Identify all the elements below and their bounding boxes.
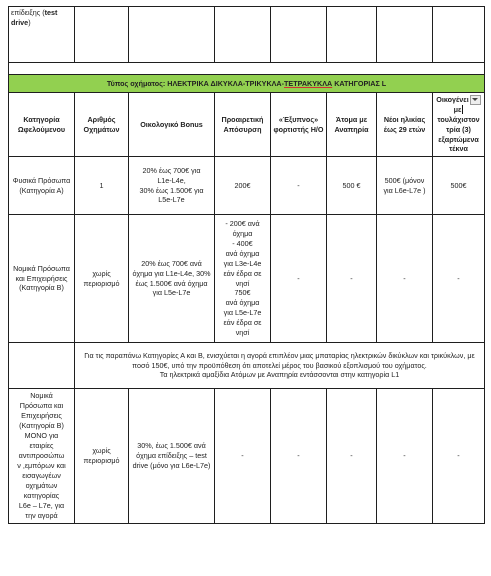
- cell-beneficiary: Νομικά Πρόσωπα και Επιχειρήσεις (Κατηγορία Β) ΜΟΝΟ για εταιρίες αντιπροσώπω ν ,εμπόρων και εισαγωγέων οχημάτων κατηγορίας L6e – L7e, για την αγορά: [9, 389, 75, 524]
- cell-scrappage: -: [215, 389, 271, 524]
- cell-smart-charger: -: [271, 215, 327, 343]
- cell-disabled: -: [327, 389, 377, 524]
- header-smart-charger: «Έξυπνος» φορτιστής Η/Ο: [271, 93, 327, 157]
- vehicle-type-band: [9, 75, 485, 93]
- cell-empty: [75, 7, 129, 63]
- cell-vehicle-count: 1: [75, 157, 129, 215]
- wheelchair-note: Τα ηλεκτρικά αμαξίδια Ατόμων με Αναπηρία εντάσσονται στην κατηγορία L1: [159, 370, 400, 380]
- table-row: [9, 157, 485, 215]
- header-vehicle-count: Αριθμός Οχημάτων: [75, 93, 129, 157]
- cell-beneficiary: Φυσικά Πρόσωπα (Κατηγορία Α): [9, 157, 75, 215]
- cell-empty: [129, 7, 215, 63]
- header-beneficiary: Κατηγορία Ωφελούμενου: [9, 93, 75, 157]
- cell-disabled: 500 €: [327, 157, 377, 215]
- header-disabled: Άτομα με Αναπηρία: [327, 93, 377, 157]
- spacer-cell: [9, 63, 485, 75]
- cell-smart-charger: -: [271, 389, 327, 524]
- text-cursor-icon: [462, 105, 463, 114]
- table-header-row: [9, 93, 485, 157]
- cell-bonus: 30%, έως 1.500€ ανά όχημα επίδειξης – test drive (μόνο για L6e-L7e): [129, 389, 215, 524]
- cell-empty: [271, 7, 327, 63]
- cell-bonus: 20% έως 700€ για L1e-L4e, 30% έως 1.500€ για L5e-L7e: [129, 157, 215, 215]
- battery-note: Για τις παραπάνω Κατηγορίες Α και Β, ενισχύεται η αγορά επιπλέον μιας μπαταρίας ηλεκτρικών δικύκλων και τρικύκλων, με ποσό 150€, υπό την προϋπόθεση ότι αποτελεί μέρος του βασικού εξοπλισμού του οχήματος.: [84, 350, 475, 370]
- cell-vehicle-count: χωρίς περιορισμό: [75, 215, 129, 343]
- note-cell: [75, 343, 485, 389]
- header-scrappage: Προαιρετική Απόσυρση: [215, 93, 271, 157]
- cell-bonus: 20% έως 700€ ανά όχημα για L1e-L4e, 30% έως 1.500€ ανά όχημα για L5e-L7e: [129, 215, 215, 343]
- cell-beneficiary: Νομικά Πρόσωπα και Επιχειρήσεις (Κατηγορία Β): [9, 215, 75, 343]
- filter-dropdown-icon[interactable]: [470, 95, 481, 105]
- cell-disabled: -: [327, 215, 377, 343]
- cell-families: 500€: [433, 157, 485, 215]
- cell-young: -: [377, 215, 433, 343]
- cell-empty: [215, 7, 271, 63]
- cell-families: -: [433, 389, 485, 524]
- table-row: [9, 215, 485, 343]
- header-families: Οικογένει με τουλάχιστον τρία (3) εξαρτώμενα τέκνα: [433, 93, 485, 157]
- cell-smart-charger: -: [271, 157, 327, 215]
- cell-empty: [433, 7, 485, 63]
- subsidy-table: [8, 6, 485, 524]
- cell-scrappage: 200€: [215, 157, 271, 215]
- cell-empty: [327, 7, 377, 63]
- cell-empty: [377, 7, 433, 63]
- cell-young: 500€ (μόνον για L6e-L7e ): [377, 157, 433, 215]
- table-row-top: [9, 7, 485, 63]
- table-row-spacer: [9, 63, 485, 75]
- cell-families: -: [433, 215, 485, 343]
- note-row: [9, 343, 485, 389]
- table-row: [9, 389, 485, 524]
- cell-empty: [9, 343, 75, 389]
- vehicle-type-title: Τύπος οχήματος: ΗΛΕΚΤΡΙΚΑ ΔΙΚΥΚΛΑ-ΤΡΙΚΥΚΛΑ-ΤΕΤΡΑΚΥΚΛΑ ΚΑΤΗΓΟΡΙΑΣ L: [9, 75, 485, 93]
- cell-young: -: [377, 389, 433, 524]
- header-bonus: Οικολογικό Bonus: [129, 93, 215, 157]
- cell-top-beneficiary: επίδειξης (test drive): [9, 7, 75, 63]
- cell-scrappage: - 200€ ανά όχημα - 400€ ανά όχημα για L3e-L4e εάν έδρα σε νησί 750€ ανά όχημα για L5e-L7e εάν έδρα σε νησί: [215, 215, 271, 343]
- header-young: Νέοι ηλικίας έως 29 ετών: [377, 93, 433, 157]
- cell-vehicle-count: χωρίς περιορισμό: [75, 389, 129, 524]
